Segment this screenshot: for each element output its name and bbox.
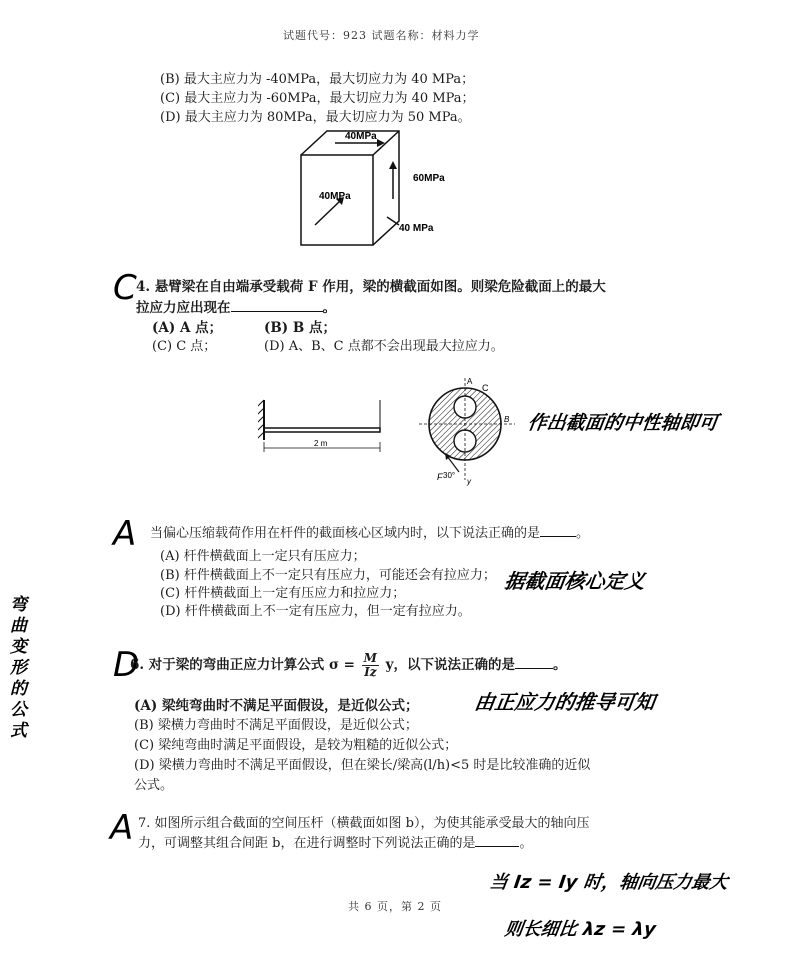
- bottom-shear-arrow: [387, 217, 399, 225]
- q6-option-a: (A) 梁纯弯曲时不满足平面假设，是近似公式；: [134, 698, 419, 714]
- q4-option-a: (A) A 点；: [152, 320, 223, 336]
- q7-stem-line1: 7. 如图所示组合截面的空间压杆（横截面如图 b），为使其能承受最大的轴向压: [138, 816, 590, 831]
- q4-option-c: (C) C 点；: [152, 339, 217, 354]
- q6-fraction-numerator: M: [363, 651, 377, 665]
- bottom-stress-label: 40 MPa: [399, 223, 434, 234]
- q6-option-c: (C) 梁纯弯曲时满足平面假设，是较为粗糙的近似公式；: [134, 738, 458, 753]
- q7-stem-line2: [138, 832, 532, 851]
- q4-stem-line2: [136, 296, 336, 316]
- q7-answer-blank: [475, 835, 519, 847]
- q6-formula-fraction: [362, 652, 379, 679]
- q6-option-d: (D) 梁横力弯曲时不满足平面假设，但在梁长/梁高(l/h)<5 时是比较准确的近似: [134, 758, 591, 773]
- q4-option-b: (B) B 点；: [264, 320, 336, 336]
- q7-handwritten-note-line1: 当 Iz = Iy 时，轴向压力最大: [488, 872, 730, 893]
- q6-handwritten-note: 由正应力的推导可知: [473, 690, 657, 714]
- q6-stem-after: y，以下说法正确的是: [385, 657, 516, 673]
- q6-handwritten-answer: D: [113, 645, 140, 685]
- q7-stem-text: 力，可调整其组合间距 b，在进行调整时下列说法正确的是: [138, 836, 476, 851]
- q5-option-d: (D) 杆件横截面上不一定有压应力，但一定有拉应力。: [160, 604, 471, 619]
- q4-cross-section-figure: [415, 372, 535, 487]
- q5-handwritten-answer: A: [113, 514, 137, 554]
- q5-stem: [150, 522, 589, 541]
- angle-label: 30°: [443, 471, 456, 480]
- point-c-label: C: [482, 383, 489, 393]
- q4-stem-line1: 4. 悬臂梁在自由端承受载荷 F 作用，梁的横截面如图。则梁危险截面上的最大: [136, 279, 606, 295]
- page-footer: 共 6 页，第 2 页: [348, 900, 442, 913]
- q5-stem-end: 。: [576, 526, 590, 541]
- front-stress-arrow: [315, 201, 340, 225]
- q6-stem-before: 6. 对于梁的弯曲正应力计算公式 σ =: [130, 657, 355, 673]
- force-f-label: F: [437, 472, 443, 482]
- q4-handwritten-answer: C: [113, 268, 137, 308]
- q6-option-d-continued: 公式。: [134, 778, 174, 793]
- page-header: 试题代号：923 试题名称：材料力学: [283, 29, 480, 42]
- q6-side-handwritten-note: 弯曲变形的公式: [6, 595, 26, 742]
- q5-option-b: (B) 杆件横截面上不一定只有压应力，可能还会有拉应力；: [160, 568, 496, 583]
- q4-answer-blank: [231, 300, 323, 312]
- beam: [264, 428, 380, 432]
- q6-answer-blank: [515, 657, 553, 669]
- beam-length-label: 2 m: [314, 439, 328, 448]
- q6-option-b: (B) 梁横力弯曲时不满足平面假设，是近似公式；: [134, 718, 418, 733]
- q4-stem-end: 。: [322, 300, 336, 316]
- q5-stem-text: 当偏心压缩载荷作用在杆件的截面核心区域内时，以下说法正确的是: [150, 526, 541, 541]
- q3-option-c: (C) 最大主应力为 -60MPa，最大切应力为 40 MPa；: [160, 91, 475, 106]
- front-stress-label: 40MPa: [319, 191, 351, 202]
- q4-cantilever-beam-figure: [258, 394, 393, 456]
- q5-handwritten-note: 据截面核心定义: [503, 569, 647, 593]
- q5-answer-blank: [540, 525, 576, 537]
- q6-stem: [130, 652, 567, 679]
- q7-stem-end: 。: [519, 836, 533, 851]
- q6-stem-end: 。: [553, 657, 567, 673]
- q3-option-b: (B) 最大主应力为 -40MPa，最大切应力为 40 MPa；: [160, 72, 475, 87]
- q3-option-d: (D) 最大主应力为 80MPa，最大切应力为 50 MPa。: [160, 110, 471, 125]
- right-stress-label: 60MPa: [413, 173, 445, 184]
- q7-handwritten-note-line2: 则长细比 λz = λy: [503, 919, 658, 940]
- q6-fraction-denominator: Iz: [364, 665, 377, 679]
- q4-stem-text: 拉应力应出现在: [136, 300, 231, 316]
- q7-handwritten-answer: A: [110, 808, 134, 848]
- point-b-label: B: [504, 415, 510, 424]
- cube-back-edges: [301, 131, 399, 245]
- y-axis-label: y: [467, 477, 471, 486]
- q3-stress-cube-figure: [295, 125, 465, 250]
- q5-option-c: (C) 杆件横截面上一定有压应力和拉应力；: [160, 586, 406, 601]
- q4-option-d: (D) A、B、C 点都不会出现最大拉应力。: [264, 339, 504, 354]
- point-a-label: A: [467, 377, 473, 386]
- q4-handwritten-note: 作出截面的中性轴即可: [526, 412, 720, 434]
- top-stress-label: 40MPa: [345, 131, 377, 142]
- q5-option-a: (A) 杆件横截面上一定只有压应力；: [160, 549, 366, 564]
